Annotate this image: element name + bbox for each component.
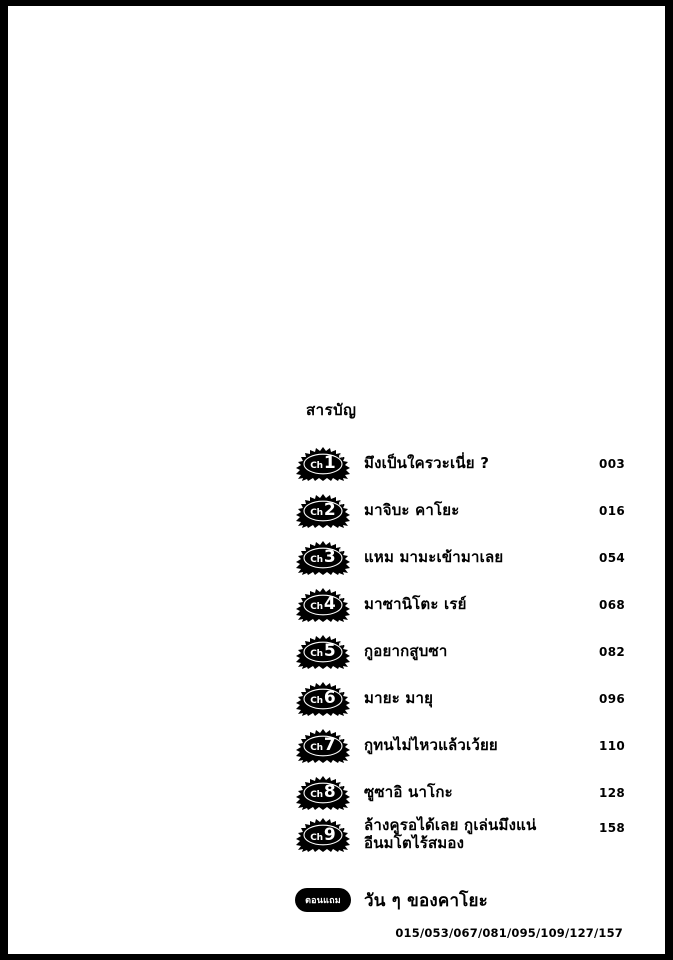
chapter-badge-label	[310, 596, 335, 613]
chapter-title: มาจิบะ คาโยะ	[364, 501, 460, 520]
bonus-chapter-row[interactable]	[295, 880, 625, 920]
chapter-number: 8	[323, 782, 336, 802]
chapter-page-number: 128	[599, 785, 625, 800]
chapter-title: แหม มามะเข้ามาเลย	[364, 548, 504, 567]
comic-page	[8, 6, 665, 954]
bonus-badge	[295, 888, 351, 912]
chapter-prefix: Ch	[310, 790, 323, 800]
bonus-badge-label: ตอนแถม	[305, 896, 341, 906]
chapter-page-number: 003	[599, 456, 625, 471]
bonus-title: วัน ๆ ของคาโยะ	[364, 890, 489, 911]
chapter-title: มึงเป็นใครวะเนี่ย ?	[364, 454, 490, 473]
chapter-number: 6	[323, 688, 336, 708]
chapter-prefix: Ch	[310, 743, 323, 753]
list-item[interactable]	[295, 440, 625, 487]
chapter-prefix: Ch	[310, 461, 323, 471]
chapter-sup-label: ตัว	[338, 640, 346, 648]
chapter-prefix: Ch	[310, 696, 323, 706]
chapter-badge-label	[310, 690, 335, 707]
list-item[interactable]	[295, 769, 625, 816]
list-item[interactable]	[295, 722, 625, 769]
chapter-number: 4	[323, 594, 336, 614]
chapter-badge-6	[295, 682, 351, 716]
chapter-badge-5	[295, 635, 351, 669]
chapter-prefix: Ch	[310, 602, 323, 612]
chapter-prefix: Ch	[310, 508, 323, 518]
chapter-badge-2	[295, 494, 351, 528]
chapter-badge-label	[310, 502, 335, 519]
bonus-page-numbers: 015/053/067/081/095/109/127/157	[395, 926, 623, 940]
chapter-badge-1	[295, 447, 351, 481]
list-item[interactable]	[295, 581, 625, 628]
chapter-page-number: 096	[599, 691, 625, 706]
chapter-number: 5	[323, 641, 336, 661]
chapter-sup-label: ตัว	[338, 452, 346, 460]
table-of-contents	[295, 398, 625, 940]
list-item[interactable]	[295, 675, 625, 722]
chapter-sup-label: ตัว	[338, 593, 346, 601]
chapter-page-number: 158	[599, 821, 625, 835]
chapter-title: มายะ มายุ	[364, 689, 434, 708]
chapter-prefix: Ch	[310, 832, 323, 843]
chapter-badge-7	[295, 729, 351, 763]
chapter-badge-label	[310, 455, 335, 472]
chapter-page-number: 016	[599, 503, 625, 518]
chapter-badge-label	[310, 824, 336, 845]
chapter-number: 7	[323, 735, 336, 755]
chapter-page-number: 082	[599, 644, 625, 659]
chapter-sup-label: ตัว	[338, 781, 346, 789]
chapter-sup-label: ตัว	[338, 734, 346, 742]
chapter-number: 9	[323, 824, 336, 845]
chapter-badge-8	[295, 776, 351, 810]
chapter-badge-label	[310, 549, 335, 566]
page-title: สารบัญ	[306, 401, 357, 419]
chapter-sup-label: ตัว	[338, 499, 346, 507]
chapter-prefix: Ch	[310, 555, 323, 565]
chapter-list	[295, 440, 625, 872]
chapter-badge-3	[295, 541, 351, 575]
chapter-badge-4	[295, 588, 351, 622]
chapter-sup-label: ตัว	[338, 687, 346, 695]
chapter-sup-label: ตัว	[338, 546, 346, 554]
chapter-sup-label: ตัว	[338, 824, 346, 831]
chapter-title: กูอยากสูบซา	[364, 642, 448, 661]
chapter-badge-label	[310, 643, 335, 660]
chapter-prefix: Ch	[310, 649, 323, 659]
chapter-title: ซูซาอิ นาโกะ	[364, 783, 453, 802]
chapter-page-number: 054	[599, 550, 625, 565]
chapter-badge-label	[310, 737, 335, 754]
chapter-page-number: 068	[599, 597, 625, 612]
chapter-title-line2: อีนมโตไร้สมอง	[364, 834, 465, 853]
chapter-number: 1	[323, 453, 336, 473]
chapter-badge-label	[310, 784, 335, 801]
list-item[interactable]	[295, 816, 625, 872]
list-item[interactable]	[295, 628, 625, 675]
chapter-badge-9	[295, 818, 351, 852]
chapter-title-block	[351, 816, 583, 853]
chapter-page-number: 110	[599, 738, 625, 753]
chapter-title: มาซานิโตะ เรย์	[364, 595, 467, 614]
list-item[interactable]	[295, 534, 625, 581]
chapter-title: กูทนไม่ไหวแล้วเว้ยย	[364, 736, 498, 755]
chapter-number: 3	[323, 547, 336, 567]
list-item[interactable]	[295, 487, 625, 534]
chapter-title: ล้างคูรอได้เลย กูเล่นมึงแน่	[364, 816, 537, 834]
chapter-number: 2	[323, 500, 336, 520]
